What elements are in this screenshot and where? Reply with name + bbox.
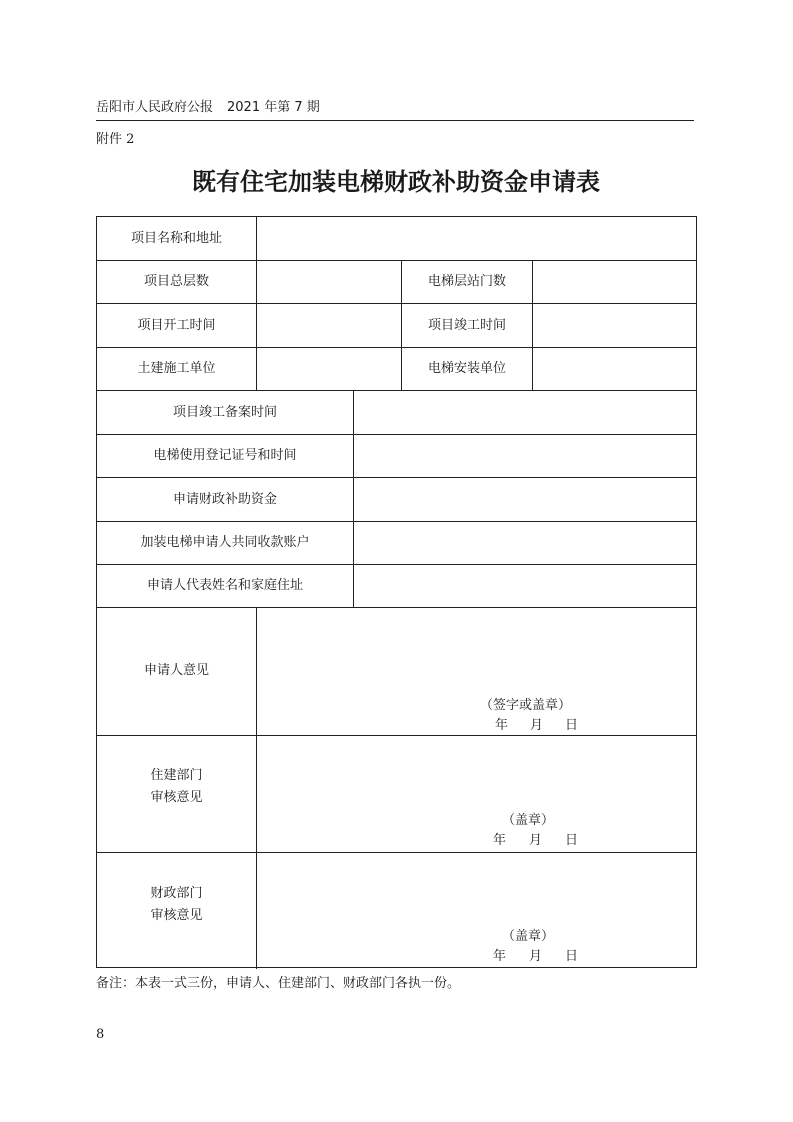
form-note: 备注：本表一式三份，申请人、住建部门、财政部门各执一份。: [96, 976, 461, 991]
construction-unit-field[interactable]: [257, 348, 402, 391]
finance-date-line: [493, 948, 583, 966]
project-name-address-label: 项目名称和地址: [97, 217, 257, 261]
start-time-field[interactable]: [257, 304, 402, 348]
joint-account-label: 加装电梯申请人共同收款账户: [97, 522, 354, 565]
year-label: 年: [493, 949, 507, 964]
year-label: 年: [493, 833, 507, 848]
housing-dept-opinion-label: [97, 736, 257, 853]
joint-account-field[interactable]: [354, 522, 697, 565]
elevator-stops-field[interactable]: [533, 261, 697, 304]
sign-or-seal-text: （签字或盖章）: [480, 698, 572, 713]
attachment-label: 附件 2: [96, 132, 135, 147]
total-floors-field[interactable]: [257, 261, 402, 304]
representative-label: 申请人代表姓名和家庭住址: [97, 565, 354, 608]
completion-time-label: 项目竣工时间: [402, 304, 533, 348]
subsidy-amount-label: 申请财政补助资金: [97, 478, 354, 522]
month-label: 月: [529, 949, 543, 964]
application-form-table: [96, 216, 697, 968]
day-label: 日: [565, 833, 579, 848]
seal-text: （盖章）: [502, 813, 555, 828]
month-label: 月: [529, 833, 543, 848]
form-title: 既有住宅加装电梯财政补助资金申请表: [192, 167, 600, 196]
housing-dept-opinion-field[interactable]: [257, 736, 697, 853]
construction-unit-label: 土建施工单位: [97, 348, 257, 391]
housing-dept-line1: 住建部门: [150, 768, 203, 783]
publication-name: 岳阳市人民政府公报: [96, 100, 214, 115]
installation-unit-field[interactable]: [533, 348, 697, 391]
bulletin-header: [96, 99, 694, 121]
representative-field[interactable]: [354, 565, 697, 608]
project-name-address-field[interactable]: [257, 217, 697, 261]
subsidy-amount-field[interactable]: [354, 478, 697, 522]
start-time-label: 项目开工时间: [97, 304, 257, 348]
finance-dept-line1: 财政部门: [150, 886, 203, 901]
issue-number: 2021 年第 7 期: [227, 100, 320, 115]
finance-dept-opinion-label: [97, 853, 257, 969]
completion-filing-time-field[interactable]: [354, 391, 697, 435]
total-floors-label: 项目总层数: [97, 261, 257, 304]
installation-unit-label: 电梯安装单位: [402, 348, 533, 391]
completion-filing-time-label: 项目竣工备案时间: [97, 391, 354, 435]
elevator-stops-label: 电梯层站门数: [402, 261, 533, 304]
year-label: 年: [495, 718, 509, 733]
day-label: 日: [565, 949, 579, 964]
month-label: 月: [530, 718, 544, 733]
finance-dept-opinion-field[interactable]: [257, 853, 697, 969]
seal-text: （盖章）: [502, 929, 555, 944]
housing-dept-line2: 审核意见: [150, 790, 203, 805]
applicant-opinion-label: 申请人意见: [97, 608, 257, 736]
finance-dept-line2: 审核意见: [150, 908, 203, 923]
day-label: 日: [565, 718, 579, 733]
applicant-opinion-field[interactable]: [257, 608, 697, 736]
elevator-registration-field[interactable]: [354, 435, 697, 478]
page-number: 8: [96, 1027, 105, 1042]
elevator-registration-label: 电梯使用登记证号和时间: [97, 435, 354, 478]
housing-date-line: [493, 832, 583, 850]
completion-time-field[interactable]: [533, 304, 697, 348]
applicant-date-line: [495, 717, 585, 735]
